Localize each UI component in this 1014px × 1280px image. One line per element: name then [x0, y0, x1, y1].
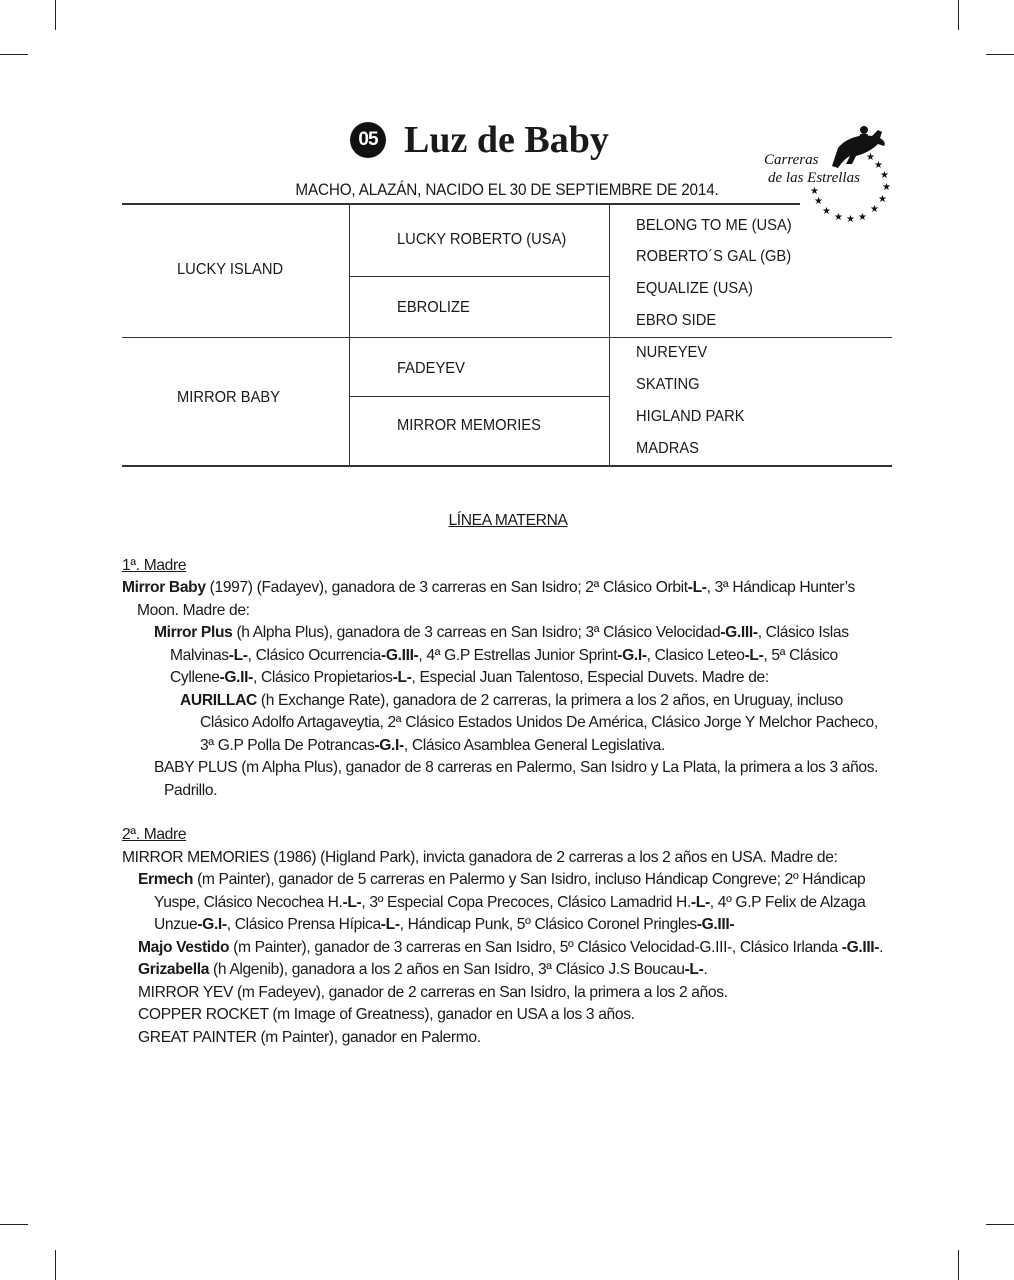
crop-mark	[958, 0, 959, 30]
dam-dam: MIRROR MEMORIES	[397, 417, 541, 434]
madre-heading: 2ª. Madre	[122, 826, 187, 843]
pedigree-table	[122, 203, 892, 467]
offspring-entry: Grizabella (h Algenib), ganadora a los 2 años en San Isidro, 3ª Clásico J.S Boucau-L-.	[138, 961, 708, 978]
crop-mark	[55, 0, 56, 30]
crop-mark	[0, 54, 28, 55]
ancestor: MADRAS	[636, 440, 699, 457]
sire-sire: LUCKY ROBERTO (USA)	[397, 231, 567, 248]
ancestor: EBRO SIDE	[636, 312, 717, 329]
horse-name: Luz de Baby	[404, 119, 609, 161]
crop-mark	[55, 1250, 56, 1280]
dam-entry: Mirror Baby (1997) (Fadayev), ganadora de 3 carreras en San Isidro; 2ª Clásico Orbit-L-, 3ª Hándicap Hunter’s Moon. Madre de:	[122, 579, 855, 619]
dam-entry: MIRROR MEMORIES (1986) (Higland Park), invicta ganadora de 2 carreras a los 2 años en USA. Madre de:	[122, 848, 838, 866]
offspring-entry: MIRROR YEV (m Fadeyev), ganador de 2 carreras en San Isidro, la primera a los 2 años.	[138, 983, 728, 1001]
dam: MIRROR BABY	[177, 389, 281, 406]
ancestor: BELONG TO ME (USA)	[636, 217, 792, 234]
offspring-entry: Majo Vestido (m Painter), ganador de 3 carreras en San Isidro, 5º Clásico Velocidad-G.III-, Clásico Irlanda -G.III-.	[138, 938, 884, 956]
svg-text:★: ★	[874, 160, 883, 171]
svg-text:★: ★	[810, 186, 819, 197]
dam-sire: FADEYEV	[397, 360, 465, 377]
page-title	[350, 118, 609, 162]
offspring-entry: GREAT PAINTER (m Painter), ganador en Palermo.	[138, 1028, 481, 1046]
logo-text-2: de las Estrellas	[768, 170, 860, 186]
offspring-entry: AURILLAC (h Exchange Rate), ganadora de 2 carreras, la primera a los 2 años, en Uruguay, incluso Clásico Adolfo Artagaveytia, 2ª Clásico Estados Unidos De América, Clásico Jorge Y Melchor Pacheco, 3ª G.P Polla De Potrancas-G.I-, Clásico Asamblea General Legislativa.	[180, 691, 878, 754]
svg-text:★: ★	[882, 182, 891, 193]
horse-description: MACHO, ALAZÁN, NACIDO EL 30 DE SEPTIEMBRE DE 2014.	[295, 180, 719, 199]
crop-mark	[986, 1224, 1014, 1225]
ancestor: SKATING	[636, 376, 700, 393]
crop-mark	[986, 54, 1014, 55]
offspring-entry: Mirror Plus (h Alpha Plus), ganadora de 3 carreas en San Isidro; 3ª Clásico Velocidad-G.III-, Clásico Islas Malvinas-L-, Clásico Ocurrencia-G.III-, 4ª G.P Estrellas Junior Sprint-G.I-, Clasico Leteo-L-, 5ª Clásico Cyllene-G.II-, Clásico Propietarios-L-, Especial Juan Talentoso, Especial Duvets. Madre de:	[154, 624, 849, 686]
svg-text:★: ★	[880, 170, 889, 181]
ancestor: EQUALIZE (USA)	[636, 280, 753, 297]
svg-text:★: ★	[870, 204, 879, 215]
sire-dam: EBROLIZE	[397, 299, 470, 316]
svg-text:★: ★	[858, 212, 867, 223]
logo-text-1: Carreras	[764, 152, 819, 168]
maternal-line	[122, 510, 894, 1049]
svg-text:★: ★	[834, 212, 843, 223]
crop-mark	[0, 1224, 28, 1225]
sire: LUCKY ISLAND	[177, 261, 284, 278]
ancestor: ROBERTO´S GAL (GB)	[636, 248, 792, 265]
ancestor: NUREYEV	[636, 344, 708, 361]
offspring-entry: Ermech (m Painter), ganador de 5 carreras en Palermo y San Isidro, incluso Hándicap Congreve; 2º Hándicap Yuspe, Clásico Necochea H.-L-, 3º Especial Copa Precoces, Clásico Lamadrid H.-L-, 4º G.P Felix de Alzaga Unzue-G.I-, Clásico Prensa Hípica-L-, Hándicap Punk, 5º Clásico Coronel Pringles-G.III-	[138, 871, 866, 933]
offspring-entry: BABY PLUS (m Alpha Plus), ganador de 8 carreras en Palermo, San Isidro y La Plata, la primera a los 3 años. Padrillo.	[154, 759, 879, 799]
svg-text:★: ★	[814, 196, 823, 207]
svg-text:★: ★	[822, 206, 831, 217]
crop-mark	[958, 1250, 959, 1280]
svg-text:★: ★	[878, 194, 887, 205]
madre-heading: 1ª. Madre	[122, 556, 187, 574]
svg-text:★: ★	[846, 214, 855, 225]
svg-text:★: ★	[866, 152, 875, 163]
section-title: LÍNEA MATERNA	[448, 512, 568, 529]
offspring-entry: COPPER ROCKET (m Image of Greatness), ganador en USA a los 3 años.	[138, 1006, 635, 1023]
ancestor: HIGLAND PARK	[636, 408, 745, 425]
race-number-badge: 05	[350, 122, 386, 158]
